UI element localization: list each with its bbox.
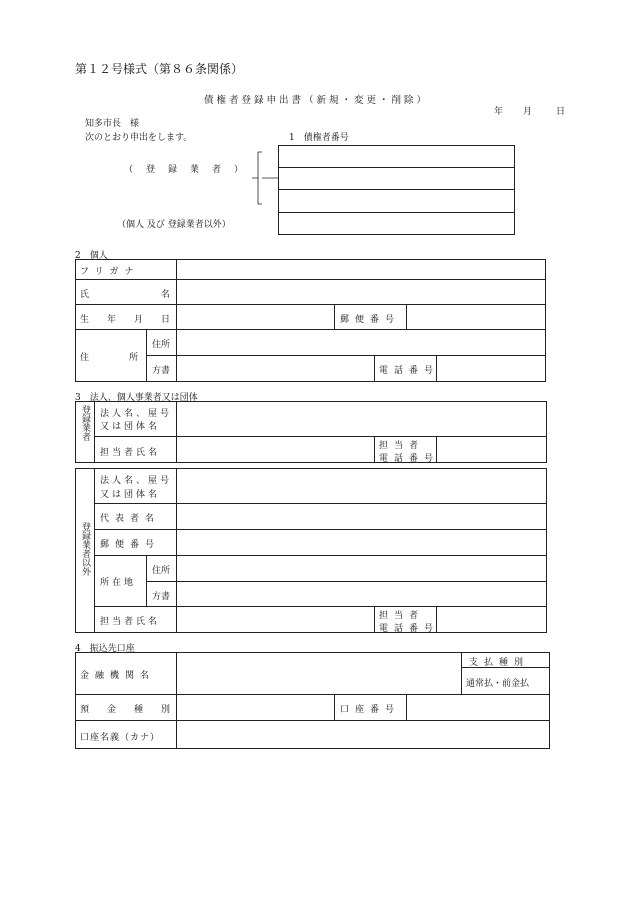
other-contact-phone-label-1: 担当者 — [379, 611, 425, 621]
individual-care-of-field[interactable] — [177, 356, 374, 382]
individual-care-of-label: 方書 — [152, 366, 171, 376]
individual-phone-field[interactable] — [437, 356, 545, 382]
individual-postal-label: 郵便番号 — [340, 315, 401, 325]
deposit-type-field[interactable] — [177, 695, 334, 720]
reg-corp-name-label-1: 法人名、屋号 — [100, 409, 173, 419]
representative-field[interactable] — [177, 504, 546, 529]
other-corp-name-label-2: 又は団体名 — [100, 490, 161, 500]
date-month-label: 月 — [523, 107, 533, 117]
reg-corp-name-field[interactable] — [177, 402, 546, 436]
pay-type-label: 支払種別 — [469, 658, 530, 668]
registered-vendor-label: （ 登 録 業 者 ） — [124, 165, 246, 175]
other-side-label: 登録業者以外 — [80, 522, 90, 576]
creditor-number-field-1[interactable] — [278, 167, 515, 189]
reg-contact-name-label: 担当者氏名 — [100, 448, 161, 458]
individual-postal-field[interactable] — [407, 305, 545, 329]
location-address-field[interactable] — [177, 556, 546, 581]
other-contact-name-field[interactable] — [177, 607, 374, 633]
date-day-label: 日 — [556, 107, 566, 117]
representative-label: 代表者名 — [100, 514, 161, 524]
deposit-type-label: 預金種別 — [80, 705, 170, 715]
creditor-number-field-2[interactable] — [278, 189, 515, 212]
other-postal-field[interactable] — [177, 530, 546, 555]
birth-field[interactable] — [177, 305, 334, 329]
name-field[interactable] — [177, 280, 545, 304]
account-holder-label: 口座名義（カナ） — [80, 733, 161, 743]
account-number-field[interactable] — [407, 695, 549, 720]
furigana-label: フリガナ — [80, 267, 140, 277]
form-number: 第１２号様式（第８６条関係） — [75, 62, 244, 76]
other-postal-label: 郵便番号 — [100, 540, 161, 550]
location-care-of-label: 方書 — [152, 592, 171, 602]
other-contact-name-label: 担当者氏名 — [100, 617, 161, 627]
location-label: 所在地 — [100, 578, 137, 588]
intro-text: 次のとおり申出をします。 — [85, 133, 193, 143]
section3-label: 3 法人、個人事業者又は団体 — [75, 393, 198, 403]
bracket-lines — [250, 150, 280, 210]
registered-side-label: 登録業者 — [80, 405, 90, 441]
section4-label: 4 振込先口座 — [75, 644, 135, 654]
location-care-of-field[interactable] — [177, 582, 546, 606]
other-corp-name-label-1: 法人名、屋号 — [100, 476, 173, 486]
individual-address-sub-label: 住所 — [152, 340, 171, 350]
reg-contact-phone-label-2: 電話番号 — [379, 454, 440, 464]
individual-address-label: 住所 — [80, 353, 138, 363]
addressee: 知多市長 様 — [85, 119, 140, 129]
birth-label: 生年月日 — [80, 315, 170, 325]
pay-type-options[interactable]: 通常払・前金払 — [466, 679, 530, 689]
non-registered-label: （個人 及び 登録業者以外） — [117, 220, 231, 230]
date-year-label: 年 — [494, 107, 504, 117]
bank-name-field[interactable] — [177, 653, 461, 694]
creditor-number-field-3[interactable] — [278, 212, 515, 235]
section1-label: 1 債権者番号 — [289, 133, 349, 143]
reg-corp-name-label-2: 又は団体名 — [100, 422, 161, 432]
location-address-label: 住所 — [152, 566, 171, 576]
reg-contact-phone-field[interactable] — [437, 437, 546, 463]
furigana-field[interactable] — [177, 260, 545, 279]
individual-address-field[interactable] — [177, 330, 545, 355]
bank-name-label: 金融機関名 — [80, 671, 156, 681]
account-holder-field[interactable] — [177, 721, 549, 748]
section2-label: 2 個人 — [75, 251, 108, 261]
account-number-label: 口座番号 — [340, 705, 401, 715]
name-label: 氏名 — [80, 290, 170, 300]
reg-contact-phone-label-1: 担当者 — [379, 441, 425, 451]
reg-contact-name-field[interactable] — [177, 437, 374, 463]
individual-phone-label: 電話番号 — [379, 366, 440, 376]
other-contact-phone-label-2: 電話番号 — [379, 624, 440, 634]
other-corp-name-field[interactable] — [177, 469, 546, 503]
other-contact-phone-field[interactable] — [437, 607, 546, 633]
form-title: 債権者登録申出書（新規・変更・削除） — [204, 95, 430, 106]
